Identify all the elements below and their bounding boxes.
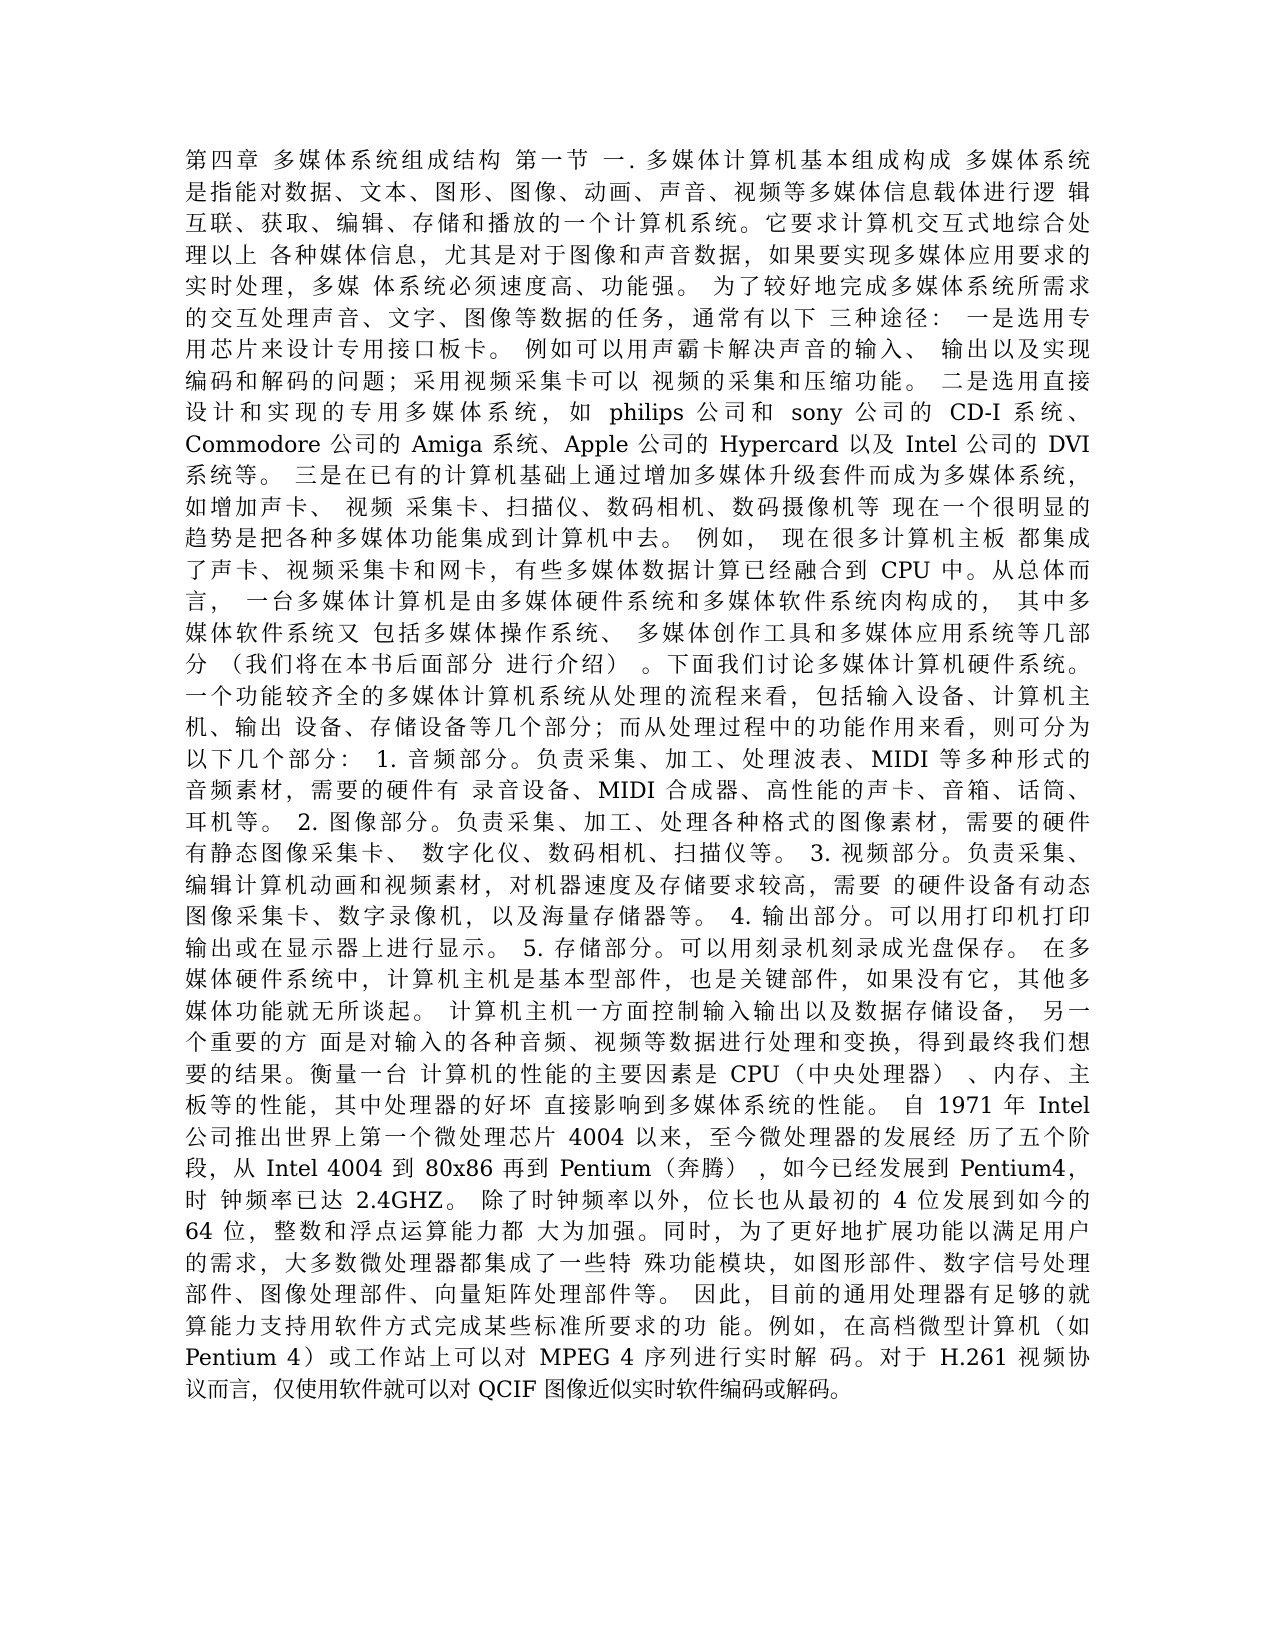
text-line: 图像采集卡、数字录像机，以及海量存储器等。 4. 输出部分。可以用打印机打印	[185, 905, 1090, 930]
text-line: Pentium 4）或工作站上可以对 MPEG 4 序列进行实时解 码。对于 H.261 视频协	[185, 1346, 1090, 1371]
text-line: 时 钟频率已达 2.4GHZ。 除了时钟频率以外，位长也从最初的 4 位发展到如今的	[185, 1188, 1090, 1214]
text-line: 如增加声卡、 视频 采集卡、扫描仪、数码相机、数码摄像机等 现在一个很明显的	[185, 495, 1090, 521]
text-line: 编码和解码的问题；采用视频采集卡可以 视频的采集和压缩功能。 二是选用直接	[185, 369, 1090, 395]
text-line: 趋势是把各种多媒体功能集成到计算机中去。 例如， 现在很多计算机主板 都集成	[185, 527, 1090, 552]
text-line: 言， 一台多媒体计算机是由多媒体硬件系统和多媒体软件系统肉构成的， 其中多	[185, 590, 1090, 615]
text-line: 的需求，大多数微处理器都集成了一些特 殊功能模块，如图形部件、数字信号处理	[185, 1251, 1090, 1277]
text-line: 输出或在显示器上进行显示。 5. 存储部分。可以用刻录机刻录成光盘保存。 在多	[185, 936, 1090, 962]
text-line: 音频素材，需要的硬件有 录音设备、MIDI 合成器、高性能的声卡、音箱、话筒、	[185, 779, 1090, 804]
text-line: 互联、获取、编辑、存储和播放的一个计算机系统。它要求计算机交互式地综合处	[185, 212, 1090, 237]
text-line: 的交互处理声音、文字、图像等数据的任务，通常有以下 三种途径： 一是选用专	[185, 306, 1090, 332]
text-line: 媒体功能就无所谈起。 计算机主机一方面控制输入输出以及数据存储设备， 另一	[185, 999, 1090, 1025]
text-line: 设计和实现的专用多媒体系统，如 philips 公司和 sony 公司的 CD-I 系统、	[185, 401, 1090, 426]
text-line: 耳机等。 2. 图像部分。负责采集、加工、处理各种格式的图像素材，需要的硬件	[185, 810, 1090, 836]
text-line: 板等的性能，其中处理器的好坏 直接影响到多媒体系统的性能。 自 1971 年 Intel	[185, 1094, 1090, 1119]
text-line: 段，从 Intel 4004 到 80x86 再到 Pentium（奔腾） ，如今已经发展到 Pentium4，	[185, 1157, 1090, 1182]
text-line: 了声卡、视频采集卡和网卡，有些多媒体数据计算已经融合到 CPU 中。从总体而	[185, 558, 1090, 584]
text-line: 用芯片来设计专用接口板卡。 例如可以用声霸卡解决声音的输入、 输出以及实现	[185, 338, 1090, 363]
text-line: 算能力支持用软件方式完成某些标准所要求的功 能。例如，在高档微型计算机（如	[185, 1314, 1090, 1340]
text-line: 第四章 多媒体系统组成结构 第一节 一. 多媒体计算机基本组成构成 多媒体系统	[185, 149, 1090, 174]
text-line: 以下几个部分： 1. 音频部分。负责采集、加工、处理波表、MIDI 等多种形式的	[185, 747, 1090, 773]
text-line: 机、输出 设备、存储设备等几个部分；而从处理过程中的功能作用来看，则可分为	[185, 716, 1090, 741]
text-line: 64 位，整数和浮点运算能力都 大为加强。同时，为了更好地扩展功能以满足用户	[185, 1220, 1090, 1245]
text-line: 有静态图像采集卡、 数字化仪、数码相机、扫描仪等。 3. 视频部分。负责采集、	[185, 842, 1090, 867]
text-line: Commodore 公司的 Amiga 系统、Apple 公司的 Hypercard 以及 Intel 公司的 DVI	[185, 432, 1090, 458]
text-line: 是指能对数据、文本、图形、图像、动画、声音、视频等多媒体信息载体进行逻 辑	[185, 180, 1090, 206]
text-line: 理以上 各种媒体信息，尤其是对于图像和声音数据，如果要实现多媒体应用要求的	[185, 243, 1090, 269]
text-line: 实时处理，多媒 体系统必须速度高、功能强。 为了较好地完成多媒体系统所需求	[185, 275, 1090, 300]
text-line: 媒体硬件系统中，计算机主机是基本型部件，也是关键部件，如果没有它，其他多	[185, 968, 1090, 993]
text-line: 一个功能较齐全的多媒体计算机系统从处理的流程来看，包括输入设备、计算机主	[185, 684, 1090, 710]
text-line: 要的结果。衡量一台 计算机的性能的主要因素是 CPU（中央处理器） 、内存、主	[185, 1062, 1090, 1088]
text-line: 议而言，仅使用软件就可以对 QCIF 图像近似实时软件编码或解码。	[185, 1377, 852, 1403]
text-line: 编辑计算机动画和视频素材，对机器速度及存储要求较高，需要 的硬件设备有动态	[185, 873, 1090, 899]
text-line: 个重要的方 面是对输入的各种音频、视频等数据进行处理和变换，得到最终我们想	[185, 1031, 1090, 1056]
text-line: 媒体软件系统又 包括多媒体操作系统、 多媒体创作工具和多媒体应用系统等几部	[185, 621, 1090, 647]
text-line: 系统等。 三是在已有的计算机基础上通过增加多媒体升级套件而成为多媒体系统，	[185, 464, 1090, 489]
text-line: 分 （我们将在本书后面部分 进行介绍） 。下面我们讨论多媒体计算机硬件系统。	[185, 653, 1090, 678]
text-line: 部件、图像处理部件、向量矩阵处理部件等。 因此，目前的通用处理器有足够的就	[185, 1283, 1090, 1308]
body-text	[185, 146, 1090, 1406]
text-line: 公司推出世界上第一个微处理芯片 4004 以来，至今微处理器的发展经 历了五个阶	[185, 1125, 1090, 1151]
